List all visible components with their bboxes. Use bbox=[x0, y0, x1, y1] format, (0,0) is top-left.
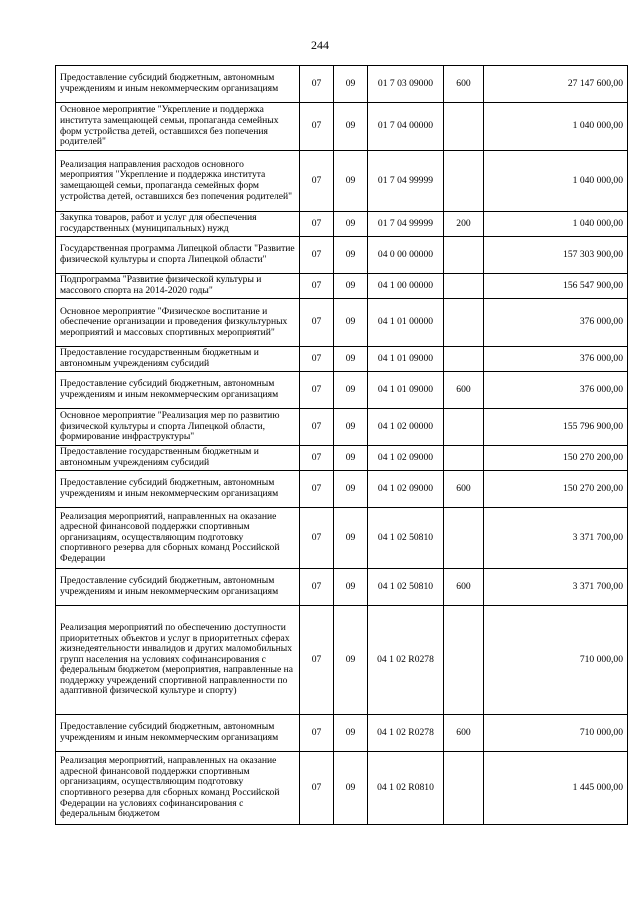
expense-type-cell: 600 bbox=[444, 372, 484, 409]
table-row bbox=[56, 471, 628, 508]
row-name-cell: Реализация мероприятий, направленных на оказание адресной финансовой поддержки спортивным организациям, осуществляющим подготовку спортивного резерва для сборных команд Российской Федерации bbox=[56, 508, 300, 569]
expense-type-cell bbox=[444, 606, 484, 715]
section-code-cell: 07 bbox=[300, 299, 334, 347]
section-code-cell: 07 bbox=[300, 409, 334, 446]
expense-type-cell bbox=[444, 409, 484, 446]
amount-cell: 150 270 200,00 bbox=[484, 471, 628, 508]
amount-cell: 1 040 000,00 bbox=[484, 212, 628, 237]
table-row bbox=[56, 569, 628, 606]
table-row bbox=[56, 151, 628, 212]
target-article-cell: 01 7 04 00000 bbox=[368, 103, 444, 151]
section-code-cell: 07 bbox=[300, 569, 334, 606]
target-article-cell: 04 1 01 09000 bbox=[368, 372, 444, 409]
amount-cell: 710 000,00 bbox=[484, 715, 628, 752]
target-article-cell: 04 1 00 00000 bbox=[368, 274, 444, 299]
table-row bbox=[56, 752, 628, 825]
amount-cell: 1 040 000,00 bbox=[484, 151, 628, 212]
expense-type-cell bbox=[444, 752, 484, 825]
subsection-code-cell: 09 bbox=[334, 66, 368, 103]
section-code-cell: 07 bbox=[300, 752, 334, 825]
table-row bbox=[56, 446, 628, 471]
expense-type-cell bbox=[444, 347, 484, 372]
target-article-cell: 01 7 04 99999 bbox=[368, 151, 444, 212]
target-article-cell: 04 1 02 00000 bbox=[368, 409, 444, 446]
section-code-cell: 07 bbox=[300, 212, 334, 237]
table-row bbox=[56, 347, 628, 372]
table-row bbox=[56, 508, 628, 569]
target-article-cell: 04 1 02 09000 bbox=[368, 471, 444, 508]
expense-type-cell bbox=[444, 274, 484, 299]
row-name-cell: Предоставление субсидий бюджетным, автономным учреждениям и иным некоммерческим организациям bbox=[56, 569, 300, 606]
section-code-cell: 07 bbox=[300, 715, 334, 752]
amount-cell: 155 796 900,00 bbox=[484, 409, 628, 446]
section-code-cell: 07 bbox=[300, 347, 334, 372]
row-name-cell: Реализация мероприятий, направленных на оказание адресной финансовой поддержки спортивным организациям, осуществляющим подготовку спортивного резерва для сборных команд Российской Федерации на условиях софинансирования с федеральным бюджетом bbox=[56, 752, 300, 825]
page-number: 244 bbox=[311, 38, 329, 52]
section-code-cell: 07 bbox=[300, 274, 334, 299]
amount-cell: 150 270 200,00 bbox=[484, 446, 628, 471]
amount-cell: 27 147 600,00 bbox=[484, 66, 628, 103]
expense-type-cell bbox=[444, 103, 484, 151]
section-code-cell: 07 bbox=[300, 372, 334, 409]
subsection-code-cell: 09 bbox=[334, 508, 368, 569]
amount-cell: 1 445 000,00 bbox=[484, 752, 628, 825]
subsection-code-cell: 09 bbox=[334, 471, 368, 508]
target-article-cell: 01 7 03 09000 bbox=[368, 66, 444, 103]
subsection-code-cell: 09 bbox=[334, 151, 368, 212]
row-name-cell: Закупка товаров, работ и услуг для обеспечения государственных (муниципальных) нужд bbox=[56, 212, 300, 237]
amount-cell: 156 547 900,00 bbox=[484, 274, 628, 299]
subsection-code-cell: 09 bbox=[334, 606, 368, 715]
subsection-code-cell: 09 bbox=[334, 409, 368, 446]
target-article-cell: 04 1 01 09000 bbox=[368, 347, 444, 372]
budget-table bbox=[55, 65, 628, 825]
row-name-cell: Основное мероприятие "Укрепление и поддержка института замещающей семьи, пропаганда семейных форм устройства детей, оставшихся без попечения родителей" bbox=[56, 103, 300, 151]
target-article-cell: 04 1 02 R0278 bbox=[368, 606, 444, 715]
row-name-cell: Государственная программа Липецкой области "Развитие физической культуры и спорта Липецкой области" bbox=[56, 237, 300, 274]
target-article-cell: 04 0 00 00000 bbox=[368, 237, 444, 274]
row-name-cell: Основное мероприятие "Физическое воспитание и обеспечение организации и проведения физкультурных мероприятий и массовых спортивных мероприятий" bbox=[56, 299, 300, 347]
table-row bbox=[56, 237, 628, 274]
amount-cell: 710 000,00 bbox=[484, 606, 628, 715]
amount-cell: 157 303 900,00 bbox=[484, 237, 628, 274]
subsection-code-cell: 09 bbox=[334, 274, 368, 299]
section-code-cell: 07 bbox=[300, 66, 334, 103]
target-article-cell: 04 1 02 R0278 bbox=[368, 715, 444, 752]
table-row bbox=[56, 606, 628, 715]
amount-cell: 376 000,00 bbox=[484, 372, 628, 409]
table-row bbox=[56, 299, 628, 347]
target-article-cell: 04 1 02 09000 bbox=[368, 446, 444, 471]
amount-cell: 3 371 700,00 bbox=[484, 508, 628, 569]
expense-type-cell: 600 bbox=[444, 569, 484, 606]
table-row bbox=[56, 715, 628, 752]
amount-cell: 1 040 000,00 bbox=[484, 103, 628, 151]
expense-type-cell bbox=[444, 299, 484, 347]
subsection-code-cell: 09 bbox=[334, 103, 368, 151]
section-code-cell: 07 bbox=[300, 446, 334, 471]
amount-cell: 3 371 700,00 bbox=[484, 569, 628, 606]
amount-cell: 376 000,00 bbox=[484, 299, 628, 347]
target-article-cell: 04 1 02 R0810 bbox=[368, 752, 444, 825]
budget-table-body bbox=[56, 66, 628, 825]
table-row bbox=[56, 103, 628, 151]
subsection-code-cell: 09 bbox=[334, 569, 368, 606]
row-name-cell: Реализация направления расходов основного мероприятия "Укрепление и поддержка института замещающей семьи, пропаганда семейных форм устройства детей, оставшихся без попечения родителей" bbox=[56, 151, 300, 212]
section-code-cell: 07 bbox=[300, 606, 334, 715]
expense-type-cell bbox=[444, 237, 484, 274]
target-article-cell: 04 1 02 50810 bbox=[368, 569, 444, 606]
row-name-cell: Реализация мероприятий по обеспечению доступности приоритетных объектов и услуг в приоритетных сферах жизнедеятельности инвалидов и других маломобильных групп населения на условиях софинансирования с федеральным бюджетом (мероприятия, направленные на поддержку учреждений спортивной направленности по адаптивной физической культуре и спорту) bbox=[56, 606, 300, 715]
subsection-code-cell: 09 bbox=[334, 372, 368, 409]
section-code-cell: 07 bbox=[300, 471, 334, 508]
subsection-code-cell: 09 bbox=[334, 212, 368, 237]
row-name-cell: Предоставление государственным бюджетным и автономным учреждениям субсидий bbox=[56, 446, 300, 471]
section-code-cell: 07 bbox=[300, 237, 334, 274]
row-name-cell: Основное мероприятие "Реализация мер по развитию физической культуры и спорта Липецкой области, формирование инфраструктуры" bbox=[56, 409, 300, 446]
table-row bbox=[56, 212, 628, 237]
target-article-cell: 04 1 01 00000 bbox=[368, 299, 444, 347]
row-name-cell: Предоставление государственным бюджетным и автономным учреждениям субсидий bbox=[56, 347, 300, 372]
expense-type-cell bbox=[444, 446, 484, 471]
amount-cell: 376 000,00 bbox=[484, 347, 628, 372]
expense-type-cell: 600 bbox=[444, 471, 484, 508]
subsection-code-cell: 09 bbox=[334, 237, 368, 274]
expense-type-cell bbox=[444, 151, 484, 212]
expense-type-cell: 600 bbox=[444, 715, 484, 752]
expense-type-cell: 200 bbox=[444, 212, 484, 237]
section-code-cell: 07 bbox=[300, 508, 334, 569]
table-row bbox=[56, 409, 628, 446]
expense-type-cell: 600 bbox=[444, 66, 484, 103]
row-name-cell: Предоставление субсидий бюджетным, автономным учреждениям и иным некоммерческим организациям bbox=[56, 372, 300, 409]
row-name-cell: Предоставление субсидий бюджетным, автономным учреждениям и иным некоммерческим организациям bbox=[56, 66, 300, 103]
subsection-code-cell: 09 bbox=[334, 299, 368, 347]
row-name-cell: Предоставление субсидий бюджетным, автономным учреждениям и иным некоммерческим организациям bbox=[56, 715, 300, 752]
table-row bbox=[56, 66, 628, 103]
target-article-cell: 04 1 02 50810 bbox=[368, 508, 444, 569]
subsection-code-cell: 09 bbox=[334, 752, 368, 825]
table-row bbox=[56, 274, 628, 299]
section-code-cell: 07 bbox=[300, 151, 334, 212]
subsection-code-cell: 09 bbox=[334, 347, 368, 372]
expense-type-cell bbox=[444, 508, 484, 569]
row-name-cell: Подпрограмма "Развитие физической культуры и массового спорта на 2014-2020 годы" bbox=[56, 274, 300, 299]
target-article-cell: 01 7 04 99999 bbox=[368, 212, 444, 237]
section-code-cell: 07 bbox=[300, 103, 334, 151]
row-name-cell: Предоставление субсидий бюджетным, автономным учреждениям и иным некоммерческим организациям bbox=[56, 471, 300, 508]
subsection-code-cell: 09 bbox=[334, 715, 368, 752]
subsection-code-cell: 09 bbox=[334, 446, 368, 471]
table-row bbox=[56, 372, 628, 409]
